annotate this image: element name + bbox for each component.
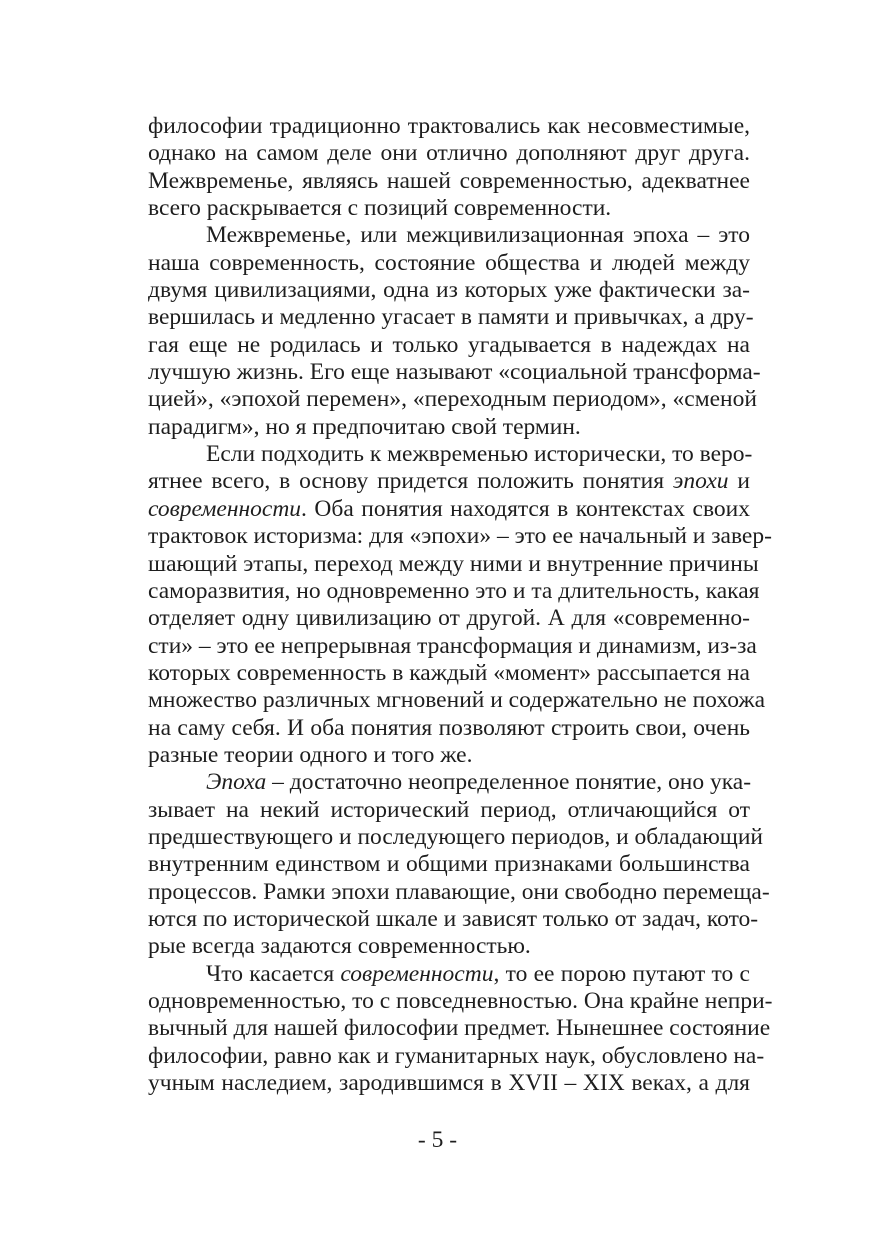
text-line: которых современность в каждый «момент» рассыпается на [148,659,750,686]
paragraph-1 [148,113,750,222]
emphasis: современности [340,960,494,987]
page-number: - 5 - [417,1127,458,1153]
text-line: парадигм», но я предпочитаю свой термин. [148,413,581,440]
emphasis: Эпоха [206,769,267,796]
text-line: всего раскрывается с позиций современности. [148,195,612,222]
text-line: сти» – это ее непрерывная трансформация и динамизм, из-за [148,632,757,659]
text-line: Межвременье, или межцивилизационная эпоха – это [206,222,750,249]
text-line: наша современность, состояние общества и людей между [148,249,750,276]
text-line: разные теории одного и того же. [148,741,473,768]
paragraph-5 [148,960,773,1098]
text-line: современности. Оба понятия находятся в контекстах своих [148,495,750,522]
text-line: вычный для нашей философии предмет. Нынешнее состояние [148,1015,771,1042]
text-line: внутренним единством и общими признаками большинства [148,851,750,878]
text-line: Если подходить к межвременью исторически, то веро- [206,441,753,468]
text-line: учным наследием, зародившимся в XVII – XIX веках, а для [148,1070,750,1097]
paragraph-4 [148,769,770,960]
text-line: множество различных мгновений и содержательно не похожа [148,687,766,714]
text-line: гая еще не родилась и только угадывается в надеждах на [148,331,750,358]
emphasis: эпохи [672,468,729,495]
text-line: философии, равно как и гуманитарных наук, обусловлено на- [148,1042,765,1069]
text-line: Межвременье, являясь нашей современностью, адекватнее [148,167,750,194]
text-line: на саму себя. И оба понятия позволяют строить свои, очень [148,714,750,741]
text-line: двумя цивилизациями, одна из которых уже фактически за- [148,277,750,304]
text-line: трактовок историзма: для «эпохи» – это ее начальный и завер- [148,523,772,550]
text-line: шающий этапы, переход между ними и внутренние причины [148,550,759,577]
text-line: лучшую жизнь. Его еще называют «социальной трансформа- [148,359,761,386]
text-line: вершилась и медленно угасает в памяти и привычках, а дру- [148,304,754,331]
text-line: зывает на некий исторический период, отличающийся от [148,796,750,823]
text-line: ются по исторической шкале и зависят только от задач, кото- [148,905,759,932]
text-line: рые всегда задаются современностью. [148,933,531,960]
text-line: Что касается современности, то ее порою путают то с [206,960,750,987]
text-line: отделяет одну цивилизацию от другой. А для «современно- [148,605,750,632]
text-line: Эпоха – достаточно неопределенное понятие, оно ука- [206,769,752,796]
text-line: однако на самом деле они отлично дополняют друг друга. [148,140,750,167]
text-line: одновременностью, то с повседневностью. Она крайне непри- [148,988,773,1014]
text-line: саморазвития, но одновременно это и та длительность, какая [148,577,760,604]
text-line: предшествующего и последующего периодов, и обладающий [148,823,764,850]
paragraph-2 [148,222,761,441]
text-line: ятнее всего, в основу придется положить понятия эпохи и [148,468,750,495]
text-line: философии традиционно трактовались как несовместимые, [148,113,750,139]
body-text [148,113,773,1097]
text-line: процессов. Рамки эпохи плавающие, они свободно перемеща- [148,878,770,905]
text-line: цией», «эпохой перемен», «переходным периодом», «сменой [148,386,757,413]
paragraph-3 [148,441,772,769]
emphasis: современности [148,495,302,522]
